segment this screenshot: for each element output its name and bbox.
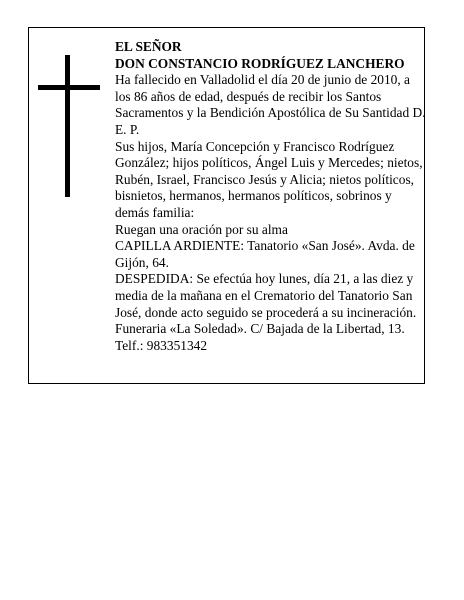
deceased-name: DON CONSTANCIO RODRÍGUEZ LANCHERO xyxy=(115,55,405,71)
family-list: Sus hijos, María Concepción y Francisco Rodríguez González; hijos políticos, Ángel Luis y Mercedes; nietos, Rubén, Israel, Francisco Jesús y Alicia; nietos políticos, bisnietos, hermanos, hermanos políticos, sobrinos y demás familia: xyxy=(115,138,423,220)
obituary-text xyxy=(115,39,427,354)
farewell-info: DESPEDIDA: Se efectúa hoy lunes, día 21, a las diez y media de la mañana en el Crematorio del Tanatorio San José, donde acto seguido se procederá a su incineración. xyxy=(115,271,417,320)
chapel-info: CAPILLA ARDIENTE: Tanatorio «San José». Avda. de Gijón, 64. xyxy=(115,238,415,270)
cross-vertical-bar xyxy=(65,55,70,197)
death-announcement: Ha fallecido en Valladolid el día 20 de junio de 2010, a los 86 años de edad, después de recibir los Santos Sacramentos y la Bendición Apostólica de Su Santidad D. E. P. xyxy=(115,72,426,137)
cross-horizontal-bar xyxy=(38,85,100,90)
funeral-home-info: Funeraria «La Soledad». C/ Bajada de la Libertad, 13. xyxy=(115,321,405,337)
notice-title-honorific: EL SEÑOR xyxy=(115,39,182,54)
prayer-request: Ruegan una oración por su alma xyxy=(115,221,288,237)
phone-number: Telf.: 983351342 xyxy=(115,337,208,353)
cross-icon xyxy=(38,55,100,197)
